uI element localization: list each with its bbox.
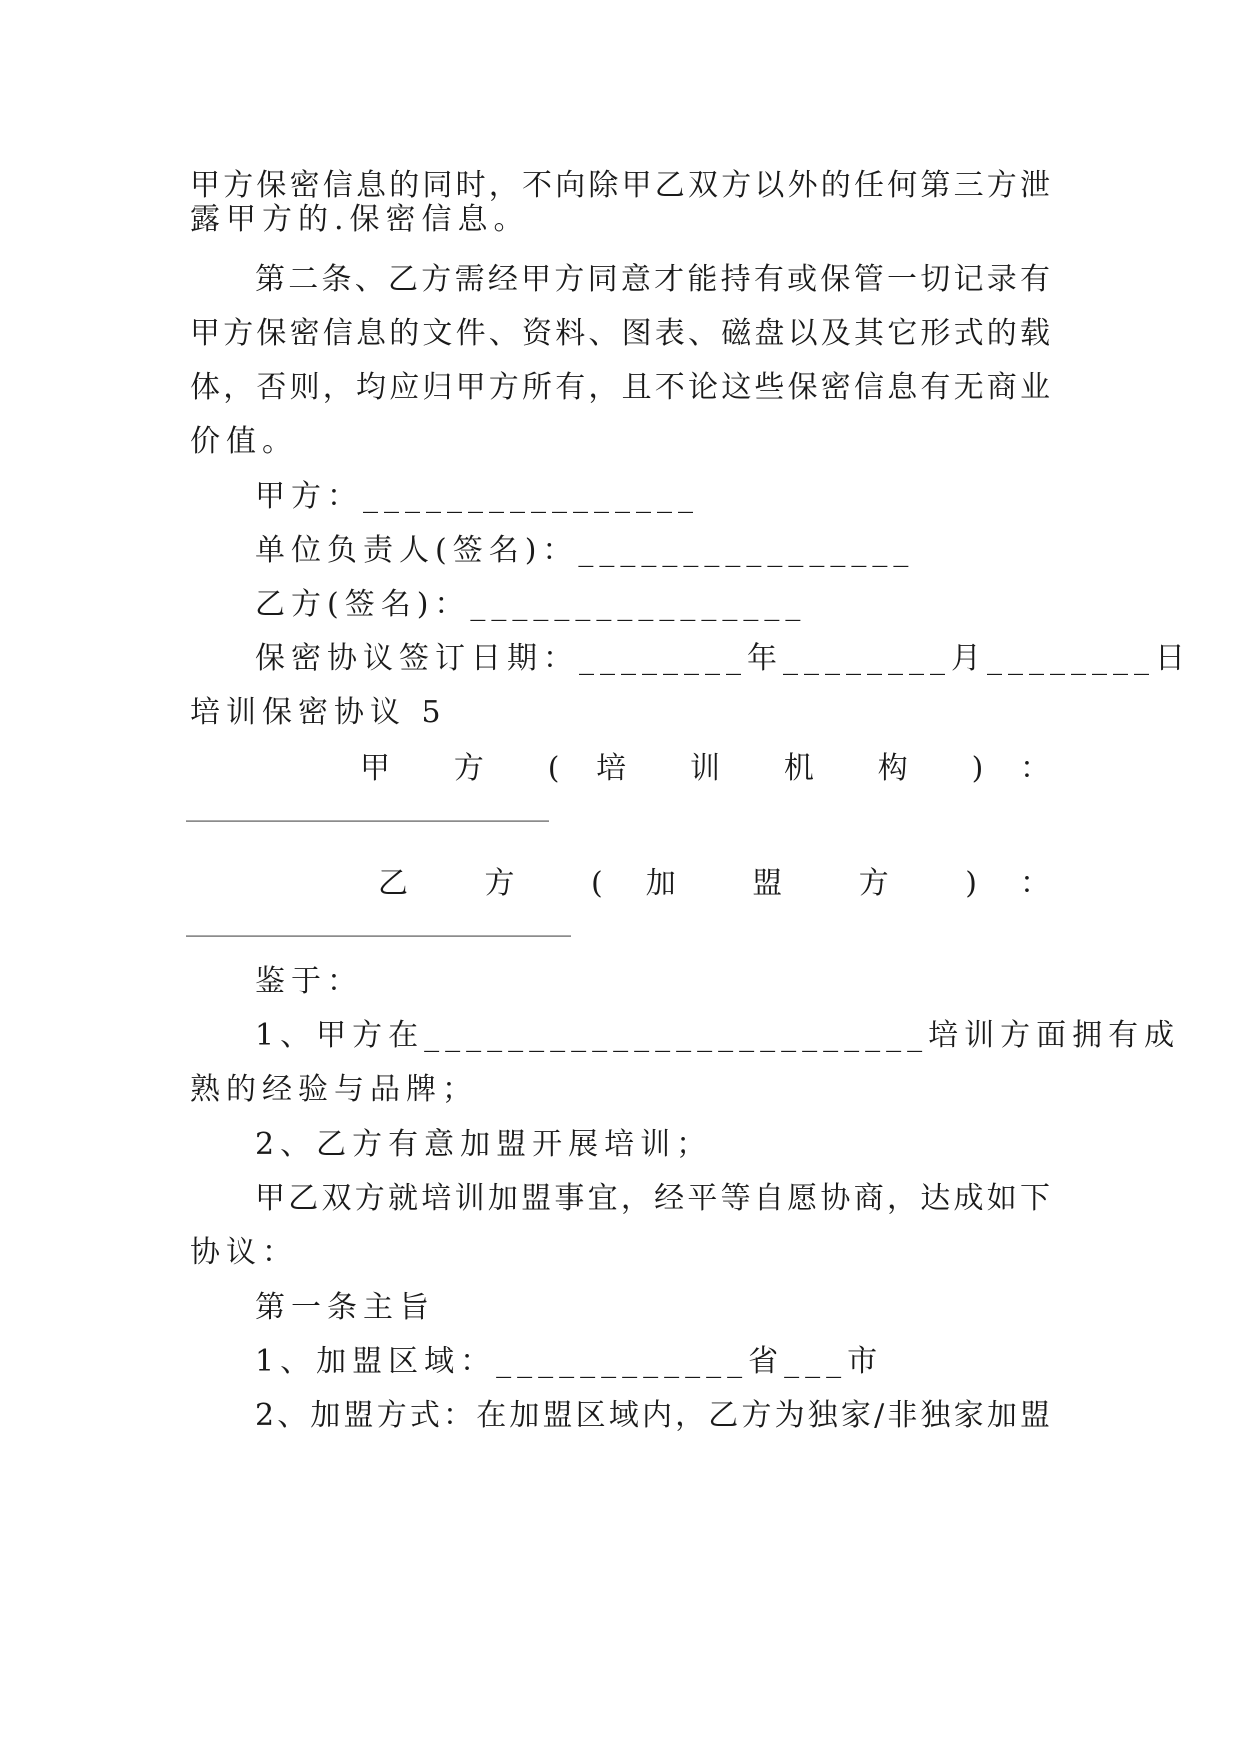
party-a-blank: _________________________________ bbox=[186, 797, 549, 822]
paragraph-line: 熟的经验与品牌； bbox=[190, 1072, 478, 1107]
paragraph-line: 鉴于： bbox=[255, 964, 363, 999]
paragraph-line: 甲方保密信息的文件、资料、图表、磁盘以及其它形式的载 bbox=[190, 316, 1050, 351]
party-a-label: 甲 方 ( 培 训 机 构 ) ： bbox=[360, 751, 1050, 786]
paragraph-line: 1、甲方在________________________培训方面拥有成 bbox=[255, 1018, 1181, 1053]
paragraph-line: 体，否则，均应归甲方所有，且不论这些保密信息有无商业 bbox=[190, 370, 1050, 405]
paragraph-line: 2、乙方有意加盟开展培训； bbox=[255, 1127, 713, 1162]
paragraph-line: 价值。 bbox=[190, 424, 298, 459]
party-b-blank: ___________________________________ bbox=[186, 912, 571, 937]
signature-line-unit-head: 单位负责人(签名)：________________ bbox=[255, 533, 915, 568]
paragraph-line: 协议： bbox=[190, 1235, 298, 1270]
paragraph-line: 2、加盟方式：在加盟区域内，乙方为独家/非独家加盟 bbox=[255, 1398, 1050, 1433]
article-heading: 第一条主旨 bbox=[255, 1290, 435, 1325]
signature-line-party-b: 乙方(签名)：________________ bbox=[255, 587, 807, 622]
signing-date-line: 保密协议签订日期：________年________月________日 bbox=[255, 641, 1191, 676]
paragraph-line: 1、加盟区域：____________省___市 bbox=[255, 1344, 884, 1379]
paragraph-line: 甲乙双方就培训加盟事宜，经平等自愿协商，达成如下 bbox=[255, 1181, 1050, 1216]
signature-line-party-a: 甲方：________________ bbox=[255, 479, 699, 514]
paragraph-line: 第二条、乙方需经甲方同意才能持有或保管一切记录有 bbox=[255, 262, 1050, 297]
paragraph-line: 露甲方的.保密信息。 bbox=[190, 202, 530, 237]
section-title: 培训保密协议 5 bbox=[190, 695, 447, 730]
party-b-label: 乙 方 ( 加 盟 方 ) ： bbox=[378, 866, 1050, 901]
paragraph-line: 甲方保密信息的同时，不向除甲乙双方以外的任何第三方泄 bbox=[190, 168, 1050, 203]
